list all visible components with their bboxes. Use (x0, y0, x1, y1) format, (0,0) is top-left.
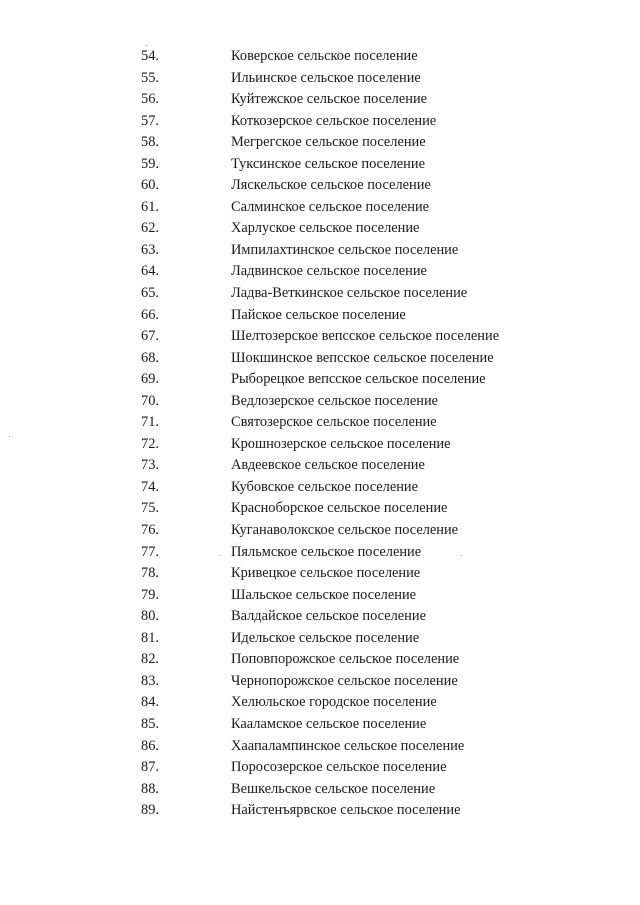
item-number: 63. (141, 241, 159, 258)
item-number: 62. (141, 220, 159, 237)
list-item (0, 218, 640, 240)
list-item (0, 542, 640, 564)
list-item (0, 154, 640, 176)
item-number: 77. (141, 543, 159, 560)
item-number: 78. (141, 565, 159, 582)
list-item (0, 305, 640, 327)
settlement-name: Куганаволокское сельское поселение (231, 522, 459, 539)
settlement-name: Коткозерское сельское поселение (231, 112, 437, 129)
list-item (0, 628, 640, 650)
list-item (0, 240, 640, 262)
settlement-name: Святозерское сельское поселение (231, 414, 437, 431)
list-item (0, 692, 640, 714)
item-number: 66. (141, 306, 159, 323)
list-item (0, 68, 640, 90)
list-item (0, 714, 640, 736)
settlement-name: Коверское сельское поселение (231, 48, 418, 64)
item-number: 86. (141, 737, 159, 754)
item-number: 87. (141, 759, 159, 776)
list-item (0, 649, 640, 671)
list-item (0, 455, 640, 477)
list-item (0, 89, 640, 111)
item-number: 54. (141, 48, 159, 64)
item-number: 85. (141, 715, 159, 732)
item-number: 72. (141, 435, 159, 452)
item-number: 55. (141, 69, 159, 86)
settlement-name: Ильинское сельское поселение (231, 69, 421, 86)
settlement-name: Идельское сельское поселение (231, 629, 420, 646)
settlement-name: Туксинское сельское поселение (231, 155, 425, 172)
settlement-name: Ладвинское сельское поселение (231, 263, 427, 280)
list-item (0, 736, 640, 758)
settlement-name: Шелтозерское вепсское сельское поселение (231, 328, 500, 345)
settlement-name: Валдайское сельское поселение (231, 608, 426, 625)
list-item (0, 197, 640, 219)
settlement-name: Красноборское сельское поселение (231, 500, 448, 517)
settlement-name: Вешкельское сельское поселение (231, 780, 436, 797)
list-item (0, 779, 640, 801)
settlement-name: Мегрегское сельское поселение (231, 134, 426, 151)
settlement-list (0, 46, 640, 822)
item-number: 57. (141, 112, 159, 129)
item-number: 68. (141, 349, 159, 366)
settlement-name: Кааламское сельское поселение (231, 715, 427, 732)
item-number: 81. (141, 629, 159, 646)
item-number: 84. (141, 694, 159, 711)
item-number: 89. (141, 802, 159, 819)
list-item (0, 391, 640, 413)
item-number: 82. (141, 651, 159, 668)
list-item (0, 369, 640, 391)
settlement-name: Импилахтинское сельское поселение (231, 241, 459, 258)
list-item (0, 46, 640, 68)
settlement-name: Поросозерское сельское поселение (231, 759, 447, 776)
list-item (0, 477, 640, 499)
settlement-name: Куйтежское сельское поселение (231, 91, 428, 108)
item-number: 74. (141, 478, 159, 495)
settlement-name: Ляскельское сельское поселение (231, 177, 431, 194)
settlement-name: Чернопорожское сельское поселение (231, 672, 458, 689)
item-number: 60. (141, 177, 159, 194)
list-item (0, 757, 640, 779)
item-number: 56. (141, 91, 159, 108)
list-item (0, 671, 640, 693)
settlement-name: Хаапалампинское сельское поселение (231, 737, 465, 754)
settlement-name: Шокшинское вепсское сельское поселение (231, 349, 494, 366)
list-item (0, 563, 640, 585)
item-number: 75. (141, 500, 159, 517)
settlement-name: Кубовское сельское поселение (231, 478, 419, 495)
item-number: 79. (141, 586, 159, 603)
list-item (0, 261, 640, 283)
settlement-name: Найстенъярвское сельское поселение (231, 802, 461, 819)
list-item (0, 132, 640, 154)
list-item (0, 585, 640, 607)
settlement-name: Ладва-Веткинское сельское поселение (231, 285, 468, 302)
list-item (0, 175, 640, 197)
settlement-name: Салминское сельское поселение (231, 198, 430, 215)
settlement-name: Авдеевское сельское поселение (231, 457, 425, 474)
settlement-name: Шальское сельское поселение (231, 586, 417, 603)
settlement-name: Пайское сельское поселение (231, 306, 406, 323)
item-number: 83. (141, 672, 159, 689)
settlement-name: Кривецкое сельское поселение (231, 565, 421, 582)
list-item (0, 498, 640, 520)
item-number: 69. (141, 371, 159, 388)
list-item (0, 348, 640, 370)
settlement-name: Поповпорожское сельское поселение (231, 651, 460, 668)
item-number: 80. (141, 608, 159, 625)
item-number: 88. (141, 780, 159, 797)
item-number: 58. (141, 134, 159, 151)
settlement-name: Крошнозерское сельское поселение (231, 435, 451, 452)
item-number: 71. (141, 414, 159, 431)
list-item (0, 434, 640, 456)
settlement-name: Пяльмское сельское поселение (231, 543, 422, 560)
list-item (0, 800, 640, 822)
list-item (0, 111, 640, 133)
settlement-name: Хелюльское городское поселение (231, 694, 437, 711)
settlement-name: Рыборецкое вепсское сельское поселение (231, 371, 486, 388)
list-item (0, 326, 640, 348)
settlement-name: Харлуское сельское поселение (231, 220, 420, 237)
list-item (0, 520, 640, 542)
item-number: 61. (141, 198, 159, 215)
item-number: 59. (141, 155, 159, 172)
list-item (0, 283, 640, 305)
item-number: 65. (141, 285, 159, 302)
item-number: 73. (141, 457, 159, 474)
item-number: 64. (141, 263, 159, 280)
item-number: 70. (141, 392, 159, 409)
settlement-name: Ведлозерское сельское поселение (231, 392, 439, 409)
list-item (0, 606, 640, 628)
item-number: 67. (141, 328, 159, 345)
item-number: 76. (141, 522, 159, 539)
list-item (0, 412, 640, 434)
